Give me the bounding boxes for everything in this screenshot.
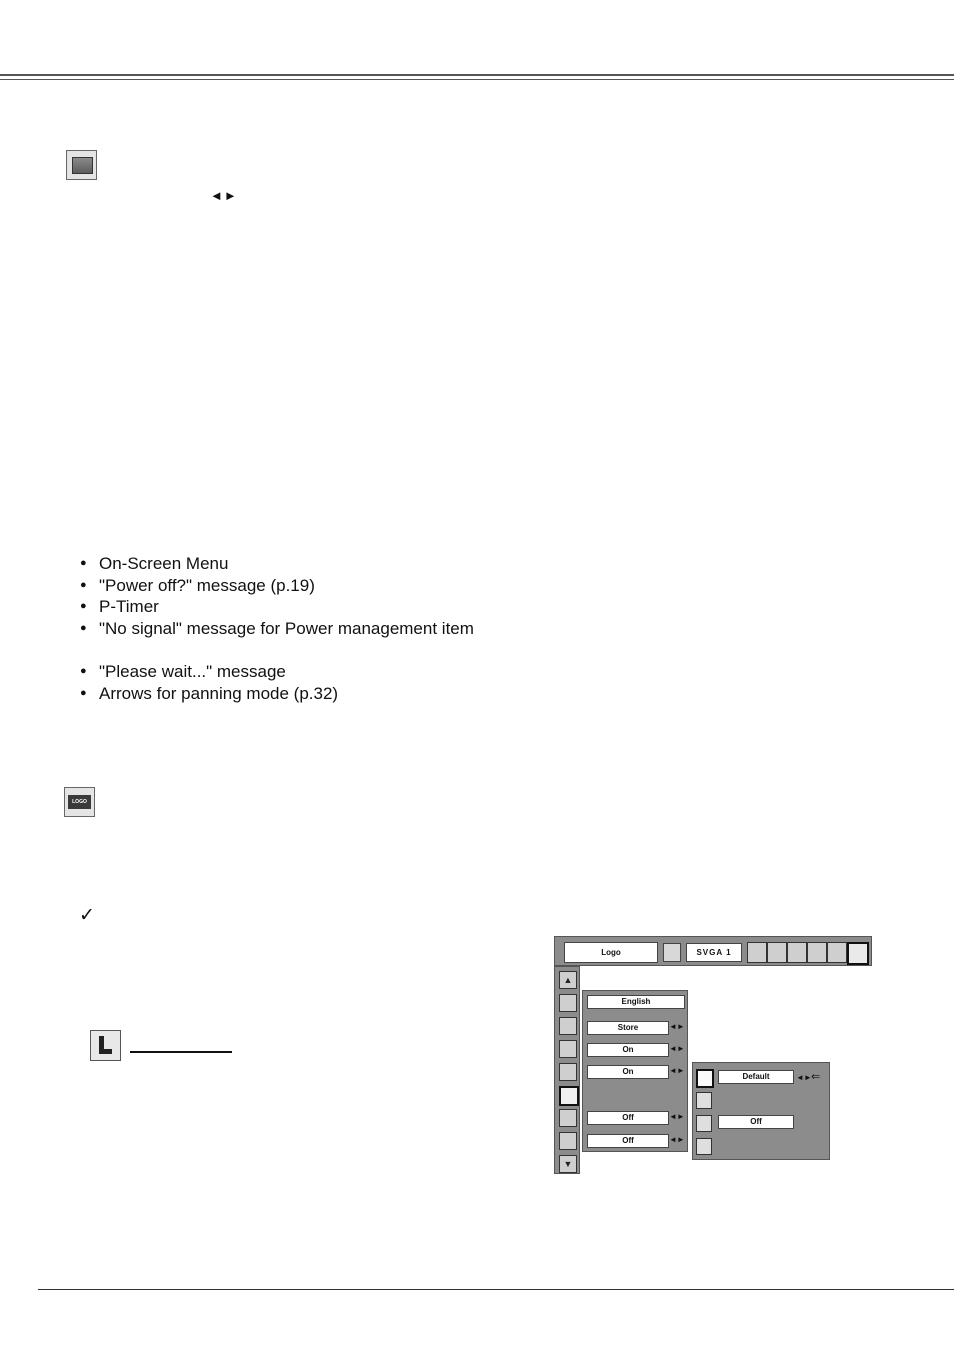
bullet-item: ● "Please wait..." message [80, 661, 474, 683]
menu-position-icon [559, 1017, 577, 1035]
left-right-arrows-icon: ◄► [796, 1073, 812, 1082]
input-source-icon [663, 943, 681, 962]
check-mark-icon: ✓ [79, 905, 95, 926]
logo-icon-text: LOGO [68, 795, 91, 809]
left-right-arrows-icon: ◄► [669, 1135, 685, 1144]
bullet-item: ● P-Timer [80, 596, 474, 618]
exit-icon [696, 1138, 712, 1155]
scroll-up-icon: ▲ [559, 971, 577, 989]
point-left-right-arrows: ◄► [210, 188, 238, 203]
logo-pin-lock-value: Off [718, 1115, 794, 1129]
image-select-icon [747, 942, 767, 963]
display-menu-icon [559, 1040, 577, 1058]
pin-code-lock-value: Off [587, 1134, 669, 1148]
footer-rule [38, 1289, 954, 1290]
scroll-down-icon: ▼ [559, 1155, 577, 1173]
setting-icon [847, 942, 869, 965]
bullet-item: ● "Power off?" message (p.19) [80, 575, 474, 597]
logo-menu-icon [559, 1086, 579, 1106]
osd-top-bar [554, 936, 872, 966]
display-menu-icon [66, 150, 97, 180]
logo-select-value: Default [718, 1070, 794, 1084]
left-right-arrows-icon: ◄► [669, 1022, 685, 1031]
left-right-arrows-icon: ◄► [669, 1044, 685, 1053]
screen-icon [807, 942, 827, 963]
header-rule-thin [0, 79, 954, 80]
ceiling-value: On [587, 1065, 669, 1079]
capture-icon [696, 1092, 712, 1109]
logo-select-icon [696, 1069, 714, 1088]
osd-menu-figure [554, 936, 872, 1176]
display-value: On [587, 1043, 669, 1057]
language-icon [559, 994, 577, 1012]
osd-sidebar [554, 966, 580, 1174]
color-adjust-icon [767, 942, 787, 963]
osd-signal-label: SVGA 1 [686, 943, 742, 962]
left-right-arrows-icon: ◄► [669, 1066, 685, 1075]
osd-menu-title: Logo [564, 942, 658, 963]
logo-menu-icon [64, 787, 95, 817]
sound-icon [827, 942, 847, 963]
image-adjust-icon [787, 942, 807, 963]
header-rule [0, 74, 954, 76]
osd-setting-submenu [582, 990, 688, 1152]
bullet-item: ● Arrows for panning mode (p.32) [80, 683, 474, 705]
pointer-arrow-icon: ⇐ [811, 1071, 821, 1083]
pin-code-lock-icon [559, 1132, 577, 1150]
osd-logo-submenu [692, 1062, 830, 1160]
logo-select-icon [90, 1030, 121, 1061]
key-lock-icon [559, 1109, 577, 1127]
ceiling-icon [559, 1063, 577, 1081]
heading-underline [130, 1051, 232, 1053]
bullet-item: ● "No signal" message for Power management item [80, 618, 474, 640]
left-right-arrows-icon: ◄► [669, 1112, 685, 1121]
menu-position-value: Store [587, 1021, 669, 1035]
bullet-item: ● On-Screen Menu [80, 553, 474, 575]
key-lock-value: Off [587, 1111, 669, 1125]
bullet-list [80, 553, 474, 704]
logo-pin-lock-icon [696, 1115, 712, 1132]
language-value: English [587, 995, 685, 1009]
